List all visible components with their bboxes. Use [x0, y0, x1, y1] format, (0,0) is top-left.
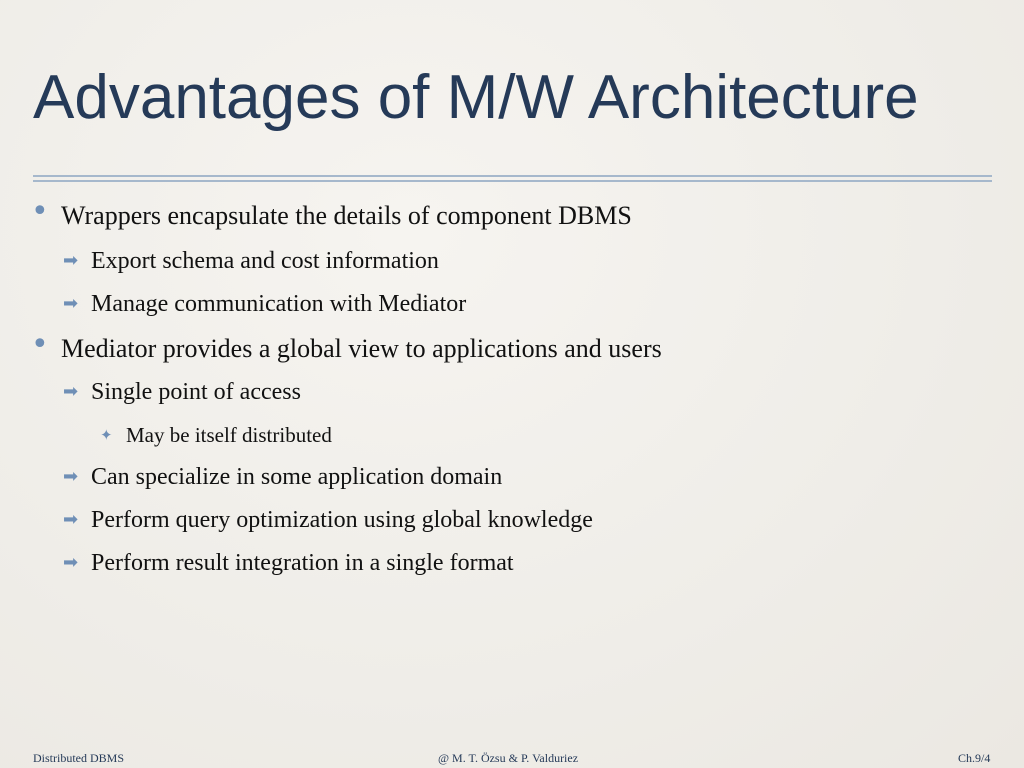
- arrow-right-icon: ➡: [63, 552, 79, 573]
- arrow-right-icon: ➡: [63, 381, 79, 402]
- sub-bullet-text: Perform query optimization using global knowledge: [91, 507, 593, 533]
- sub-bullet-item: [63, 288, 467, 320]
- sub-bullet-text: Manage communication with Mediator: [91, 291, 467, 317]
- sub-bullet-item: [63, 461, 503, 493]
- bullet-dot-icon: •: [31, 194, 49, 229]
- sub-bullet-text: Can specialize in some application domain: [91, 464, 503, 490]
- footer-course-name: Distributed DBMS: [33, 751, 125, 765]
- sub-sub-bullet-item: [100, 421, 332, 449]
- bullet-item: [31, 327, 662, 366]
- bullet-text: Mediator provides a global view to applications and users: [61, 334, 662, 363]
- bullet-item: [31, 194, 632, 233]
- sub-bullet-item: [63, 504, 593, 536]
- sub-bullet-text: Export schema and cost information: [91, 248, 439, 274]
- bullet-dot-icon: •: [31, 327, 49, 362]
- sub-bullet-item: [63, 245, 439, 277]
- sub-bullet-item: [63, 547, 514, 579]
- footer-page-number: Ch.9/4: [958, 751, 991, 765]
- sub-bullet-text: Perform result integration in a single format: [91, 550, 514, 576]
- arrow-right-icon: ➡: [63, 250, 79, 271]
- sub-bullet-text: Single point of access: [91, 379, 301, 405]
- bullet-text: Wrappers encapsulate the details of component DBMS: [61, 201, 632, 230]
- arrow-right-icon: ➡: [63, 509, 79, 530]
- arrow-right-icon: ➡: [63, 293, 79, 314]
- footer-authors: @ M. T. Özsu & P. Valduriez: [438, 751, 579, 765]
- slide-title: Advantages of M/W Architecture: [33, 63, 919, 132]
- arrow-right-icon: ➡: [63, 466, 79, 487]
- sub-bullet-item: [63, 376, 301, 408]
- sub-sub-bullet-text: May be itself distributed: [126, 423, 332, 447]
- four-point-star-icon: ✦: [100, 426, 113, 444]
